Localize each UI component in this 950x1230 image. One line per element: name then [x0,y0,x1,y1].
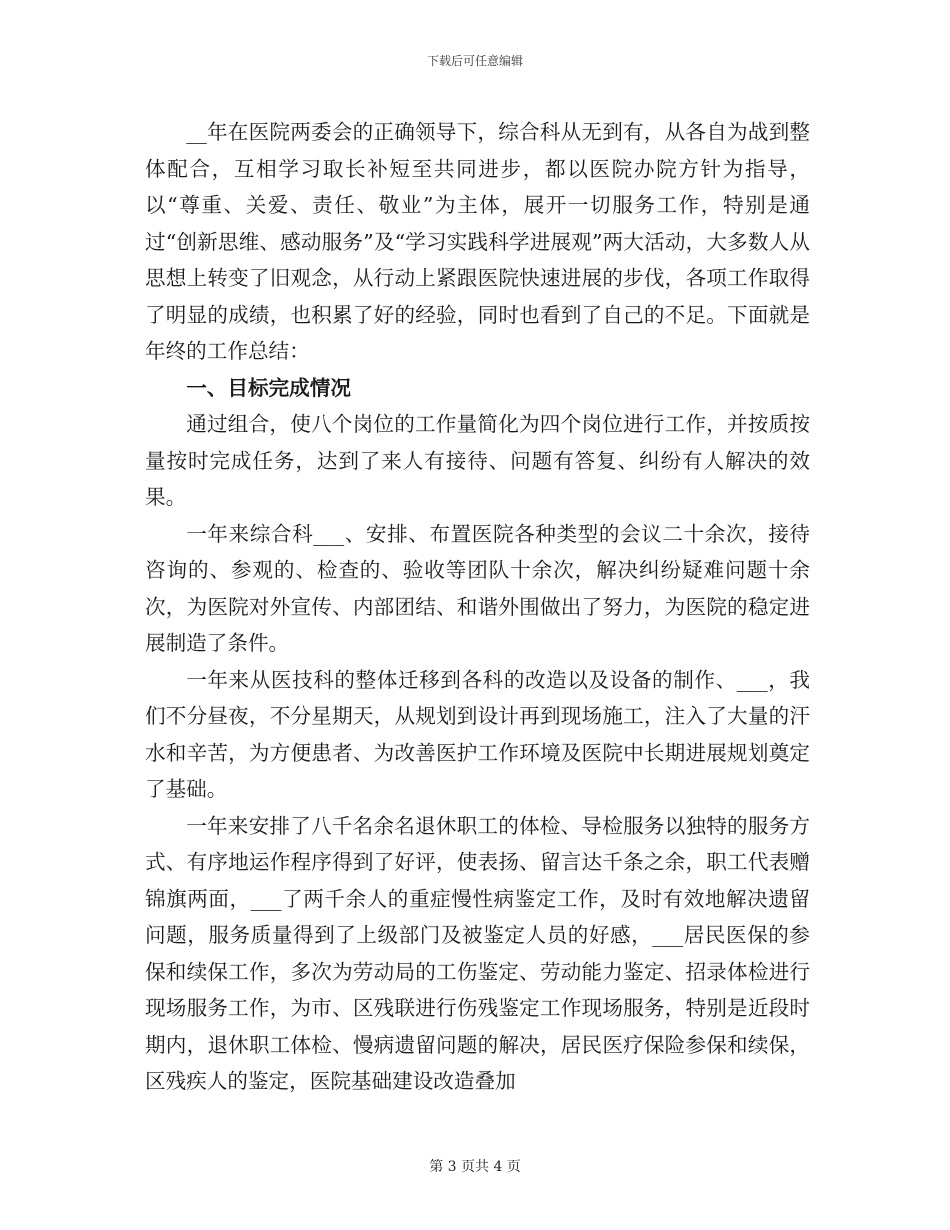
body-paragraph: 一年来综合科___、安排、布置医院各种类型的会议二十余次，接待咨询的、参观的、检查的、验收等团队十余次，解决纠纷疑难问题十余次，为医院对外宣传、内部团结、和谐外围做出了努力，为医院的稳定进展制造了条件。 [145,521,810,655]
page-header: 下载后可任意编辑 [426,54,523,68]
body-paragraph: 一年来从医技科的整体迁移到各科的改造以及设备的制作、___，我们不分昼夜，不分星期天，从规划到设计再到现场施工，注入了大量的汗水和辛苦，为方便患者、为改善医护工作环境及医院中长期进展规划奠定了基础。 [145,667,810,801]
section-heading: 一、目标完成情况 [186,375,351,400]
document-body [145,114,810,1100]
body-paragraph: 一年来安排了八千名余名退休职工的体检、导检服务以独特的服务方式、有序地运作程序得到了好评，使表扬、留言达千条之余，职工代表赠锦旗两面，___了两千余人的重症慢性病鉴定工作，及时有效地解决遗留问题，服务质量得到了上级部门及被鉴定人员的好感，___居民医保的参保和续保工作，多次为劳动局的工伤鉴定、劳动能力鉴定、招录体检进行现场服务工作，为市、区残联进行伤残鉴定工作现场服务，特别是近段时期内，退休职工体检、慢病遗留问题的解决，居民医疗保险参保和续保，区残疾人的鉴定，医院基础建设改造叠加 [145,813,810,1093]
page-footer: 第 3 页共 4 页 [429,1159,521,1175]
intro-paragraph: __年在医院两委会的正确领导下，综合科从无到有，从各自为战到整体配合，互相学习取长补短至共同进步，都以医院办院方针为指导，以“尊重、关爱、责任、敬业”为主体，展开一切服务工作，特别是通过“创新思维、感动服务”及“学习实践科学进展观”两大活动，大多数人从思想上转变了旧观念，从行动上紧跟医院快速进展的步伐，各项工作取得了明显的成绩，也积累了好的经验，同时也看到了自己的不足。下面就是年终的工作总结： [145,120,810,363]
body-paragraph: 通过组合，使八个岗位的工作量简化为四个岗位进行工作，并按质按量按时完成任务，达到了来人有接待、问题有答复、纠纷有人解决的效果。 [145,412,810,509]
